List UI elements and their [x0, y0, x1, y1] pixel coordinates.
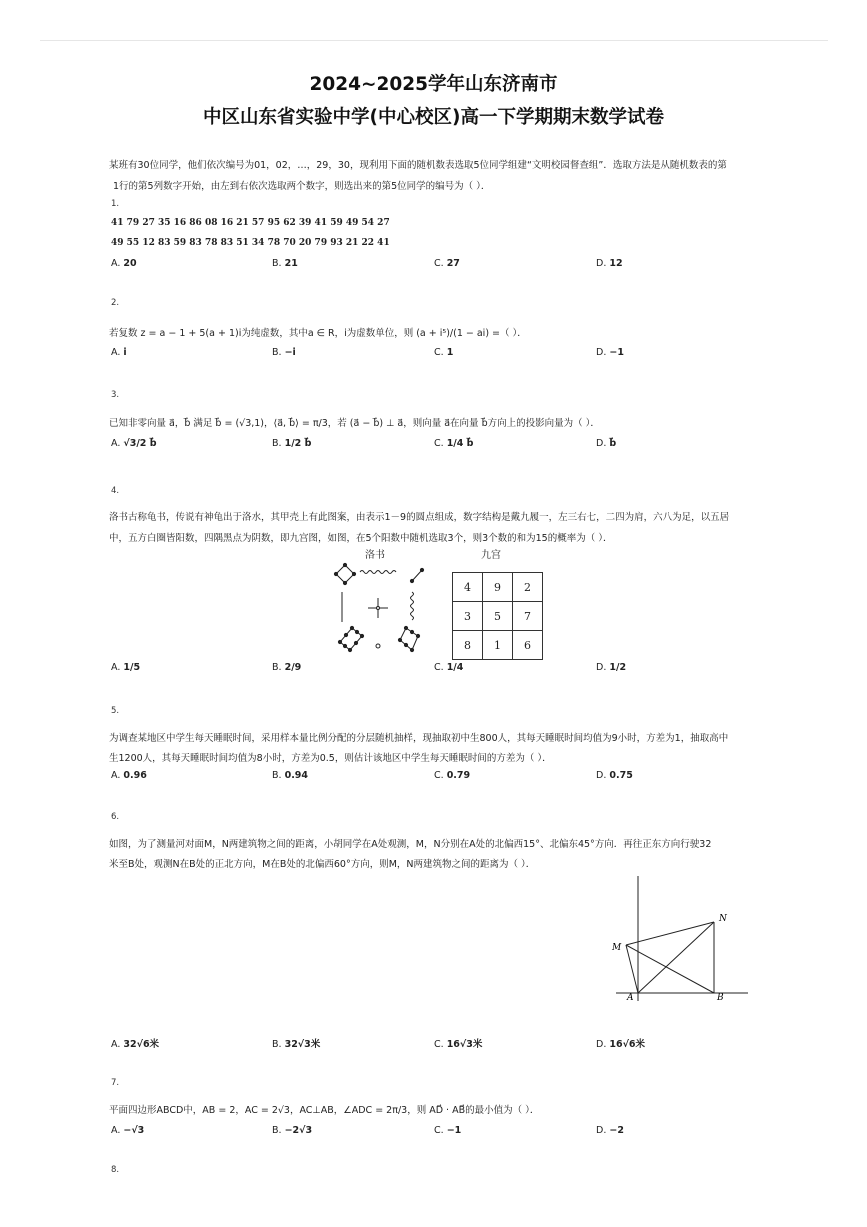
q1-option-c[interactable]: C. 27 [434, 258, 460, 269]
q7-option-b[interactable]: B. −2√3 [272, 1125, 313, 1136]
q6-text-line2: 米至B处，观测N在B处的正北方向，M在B处的北偏西60°方向，则M，N两建筑物之间的距离为（ ）． [109, 859, 536, 870]
q4-text-line1: 洛书古称龟书，传说有神龟出于洛水，其甲壳上有此图案，由表示1－9的圆点组成，数字结构是戴九履一，左三右七，二四为肩，六八为足，以五居 [109, 512, 730, 523]
grid-cell: 8 [453, 631, 483, 660]
q7-number: 7. [111, 1078, 120, 1088]
q1-number: 1. [111, 199, 120, 209]
q1-text-line1: 某班有30位同学，他们依次编号为01，02，…，29，30，现利用下面的随机数表选取5位同学组建“文明校园督查组”．选取方法是从随机数表的第 [109, 160, 727, 171]
q5-option-b[interactable]: B. 0.94 [272, 770, 309, 781]
grid-cell: 3 [453, 602, 483, 631]
q4-option-c[interactable]: C. 1/4 [434, 662, 464, 673]
exam-title-line1: 2024~2025学年山东济南市 [309, 74, 558, 95]
q1-random-table-row2: 49 55 12 83 59 83 78 83 51 34 78 70 20 79 93 21 22 41 [111, 238, 390, 248]
q6-geometry-figure [608, 876, 753, 1006]
q3-option-c[interactable]: C. 1/4 b⃗ [434, 438, 474, 449]
q2-option-c[interactable]: C. 1 [434, 347, 454, 358]
q6-option-a[interactable]: A. 32√6米 [111, 1039, 160, 1050]
q3-number: 3. [111, 390, 120, 400]
q6-option-b[interactable]: B. 32√3米 [272, 1039, 321, 1050]
grid-cell: 6 [513, 631, 543, 660]
jiugong-caption: 九宫 [481, 550, 501, 561]
grid-cell: 7 [513, 602, 543, 631]
q3-option-a[interactable]: A. √3/2 b⃗ [111, 438, 157, 449]
q7-option-d[interactable]: D. −2 [596, 1125, 624, 1136]
label-B: B [717, 993, 724, 1003]
q4-text-line2: 中，五方白圈皆阳数，四隅黑点为阴数，即九宫图，如图，在5个阳数中随机选取3个，则3个数的和为15的概率为（ ）． [109, 533, 613, 544]
top-divider [40, 40, 828, 41]
q2-number: 2. [111, 298, 120, 308]
q2-option-a[interactable]: A. i [111, 347, 127, 358]
q1-option-b[interactable]: B. 21 [272, 258, 298, 269]
luoshu-figure [330, 562, 430, 654]
grid-cell: 1 [483, 631, 513, 660]
label-A: A [627, 993, 634, 1003]
q3-option-d[interactable]: D. b⃗ [596, 438, 617, 449]
q4-option-b[interactable]: B. 2/9 [272, 662, 302, 673]
q5-text-line2: 生1200人，其每天睡眠时间均值为8小时，方差为0.5，则估计该地区中学生每天睡眠时间的方差为（ ）． [109, 753, 552, 764]
jiugong-grid [452, 572, 543, 660]
q2-text: 若复数 z = a − 1 + 5(a + 1)i为纯虚数，其中a ∈ R，i为虚数单位，则 (a + i⁵)/(1 − ai) =（ ）． [109, 328, 527, 339]
q6-text-line1: 如图，为了测量河对面M，N两建筑物之间的距离，小胡同学在A处观测，M，N分别在A处的北偏西15°、北偏东45°方向．再往正东方向行驶32 [109, 839, 712, 850]
luoshu-caption: 洛书 [365, 550, 385, 561]
q6-option-d[interactable]: D. 16√6米 [596, 1039, 646, 1050]
q5-option-c[interactable]: C. 0.79 [434, 770, 471, 781]
label-M: M [612, 943, 622, 953]
q5-number: 5. [111, 706, 120, 716]
q3-option-b[interactable]: B. 1/2 b⃗ [272, 438, 312, 449]
q4-number: 4. [111, 486, 120, 496]
q7-option-a[interactable]: A. −√3 [111, 1125, 145, 1136]
grid-cell: 9 [483, 573, 513, 602]
grid-cell: 4 [453, 573, 483, 602]
q1-text-line2: 1行的第5列数字开始，由左到右依次选取两个数字，则选出来的第5位同学的编号为（ ）． [113, 181, 491, 192]
q1-option-a[interactable]: A. 20 [111, 258, 137, 269]
q2-option-d[interactable]: D. −1 [596, 347, 624, 358]
q5-option-d[interactable]: D. 0.75 [596, 770, 633, 781]
grid-cell: 2 [513, 573, 543, 602]
grid-cell: 5 [483, 602, 513, 631]
q6-option-c[interactable]: C. 16√3米 [434, 1039, 483, 1050]
q7-option-c[interactable]: C. −1 [434, 1125, 462, 1136]
q5-text-line1: 为调查某地区中学生每天睡眠时间，采用样本量比例分配的分层随机抽样，现抽取初中生800人，其每天睡眠时间均值为9小时，方差为1，抽取高中 [109, 733, 729, 744]
q5-option-a[interactable]: A. 0.96 [111, 770, 147, 781]
q2-option-b[interactable]: B. −i [272, 347, 296, 358]
exam-title-line2: 中区山东省实验中学(中心校区)高一下学期期末数学试卷 [203, 107, 664, 128]
q3-text: 已知非零向量 a⃗，b⃗ 满足 b⃗ = (√3,1)，⟨a⃗, b⃗⟩ = π/3，若 (a⃗ − b⃗) ⊥ a⃗，则向量 a⃗在向量 b⃗方向上的投影向量为（ ）． [109, 418, 600, 429]
q4-option-a[interactable]: A. 1/5 [111, 662, 141, 673]
q6-number: 6. [111, 812, 120, 822]
q8-number: 8. [111, 1165, 120, 1175]
q1-option-d[interactable]: D. 12 [596, 258, 623, 269]
q4-option-d[interactable]: D. 1/2 [596, 662, 627, 673]
q7-text: 平面四边形ABCD中，AB = 2，AC = 2√3，AC⊥AB，∠ADC = 2π/3，则 AD⃗ · AB⃗的最小值为（ ）． [109, 1105, 540, 1116]
q1-random-table-row1: 41 79 27 35 16 86 08 16 21 57 95 62 39 41 59 49 54 27 [111, 218, 390, 228]
label-N: N [719, 914, 727, 924]
